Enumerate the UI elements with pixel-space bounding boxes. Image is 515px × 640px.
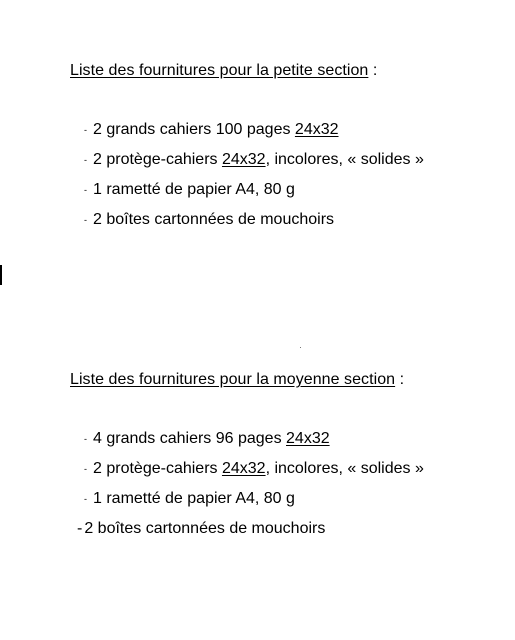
item-text-after: , incolores, « solides » xyxy=(265,460,424,477)
bullet-dash: - xyxy=(84,464,87,474)
section-title-suffix: : xyxy=(395,371,405,388)
item-underlined: 24x32 xyxy=(286,430,330,447)
list-item xyxy=(84,121,339,139)
list-item xyxy=(84,151,424,169)
item-text: 1 rametté de papier A4, 80 g xyxy=(93,490,295,507)
list-item xyxy=(84,490,295,508)
item-text: 2 boîtes cartonnées de mouchoirs xyxy=(93,211,335,228)
scan-edge-mark xyxy=(0,265,2,285)
section-title-text: Liste des fournitures pour la petite section xyxy=(70,62,369,79)
item-text: 4 grands cahiers 96 pages xyxy=(93,430,287,447)
list-item xyxy=(84,460,424,478)
section-title-moyenne xyxy=(70,371,404,389)
list-item xyxy=(84,430,330,448)
list-item xyxy=(77,520,325,538)
bullet-dash: - xyxy=(77,520,83,537)
bullet-dash: - xyxy=(84,215,87,225)
list-item xyxy=(84,211,334,229)
bullet-dash: - xyxy=(84,125,87,135)
item-text: 2 protège-cahiers xyxy=(93,460,222,477)
bullet-dash: - xyxy=(84,434,87,444)
section-title-petite xyxy=(70,62,377,80)
scan-speck xyxy=(300,347,301,348)
section-title-text: Liste des fournitures pour la moyenne section xyxy=(70,371,396,388)
item-text: 2 grands cahiers 100 pages xyxy=(93,121,295,138)
bullet-dash: - xyxy=(84,185,87,195)
section-title-suffix: : xyxy=(368,62,378,79)
item-text: 2 boîtes cartonnées de mouchoirs xyxy=(84,520,326,537)
item-text: 2 protège-cahiers xyxy=(93,151,222,168)
bullet-dash: - xyxy=(84,155,87,165)
item-underlined: 24x32 xyxy=(221,460,266,477)
item-text: 1 rametté de papier A4, 80 g xyxy=(93,181,295,198)
item-text-after: , incolores, « solides » xyxy=(265,151,424,168)
item-underlined: 24x32 xyxy=(221,151,266,168)
list-item xyxy=(84,181,295,199)
bullet-dash: - xyxy=(84,494,87,504)
item-underlined: 24x32 xyxy=(294,121,339,138)
